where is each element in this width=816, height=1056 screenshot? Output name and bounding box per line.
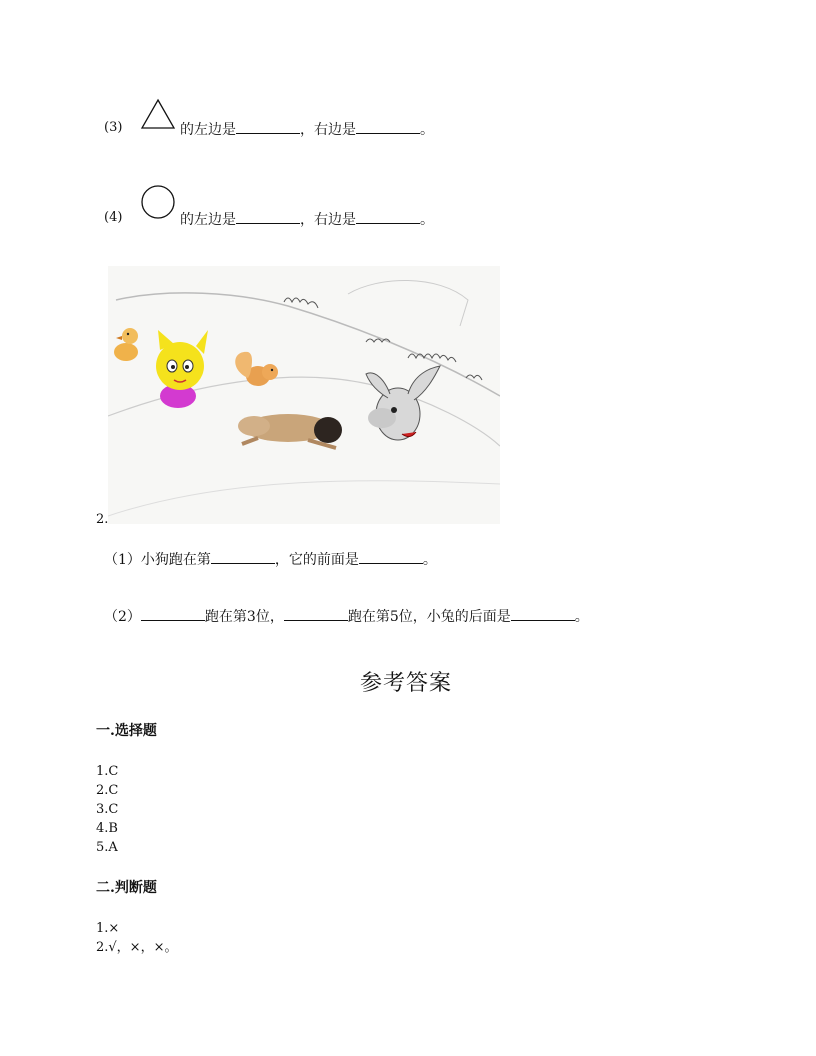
q2-2-end: 。: [574, 609, 589, 625]
q4-end: 。: [420, 212, 434, 228]
answer-blank[interactable]: [359, 549, 423, 564]
q4-text2: ，右边是: [300, 212, 356, 228]
answer-blank[interactable]: [356, 209, 420, 224]
answer-blank[interactable]: [236, 119, 300, 134]
question-2-label: 2.: [96, 512, 109, 527]
question-4-text: [180, 209, 434, 229]
answer-item: 2.C: [96, 783, 119, 798]
answer-item: 2.√，×，×。: [96, 940, 178, 955]
section2-answers: [96, 919, 177, 957]
question-2-1: [104, 549, 437, 569]
q4-text1: 的左边是: [180, 212, 236, 228]
triangle-icon: [140, 98, 176, 130]
answer-item: 1.C: [96, 764, 119, 779]
circle-icon: [140, 184, 176, 220]
question-number: （1）: [104, 552, 141, 568]
question-number: (3): [104, 120, 123, 135]
answer-blank[interactable]: [141, 606, 205, 621]
answer-item: 3.C: [96, 802, 119, 817]
answer-blank[interactable]: [211, 549, 275, 564]
q2-2-text-a: 跑在第3位，: [204, 609, 284, 625]
answer-item: 1.×: [96, 921, 120, 936]
question-4: [104, 210, 122, 225]
race-illustration: [108, 266, 500, 524]
question-number: （2）: [104, 609, 141, 625]
q2-1-end: 。: [422, 552, 437, 568]
answer-blank[interactable]: [356, 119, 420, 134]
section1-answers: [96, 762, 118, 857]
answer-blank[interactable]: [284, 606, 348, 621]
section-title: 一.选择题: [96, 723, 157, 739]
question-number: (4): [104, 210, 123, 225]
q3-text1: 的左边是: [180, 122, 236, 138]
question-3-text: [180, 119, 434, 139]
q3-end: 。: [420, 122, 434, 138]
question-2-2: [104, 606, 589, 626]
q2-2-text-b: 跑在第5位，小兔的后面是: [347, 609, 511, 625]
q2-1-text-b: ，它的前面是: [274, 552, 359, 568]
q3-text2: ，右边是: [300, 122, 356, 138]
answer-title: 参考答案: [360, 671, 453, 696]
answer-blank[interactable]: [511, 606, 575, 621]
section-title: 二.判断题: [96, 880, 157, 896]
answer-item: 4.B: [96, 821, 118, 836]
q2-1-text-a: 小狗跑在第: [140, 552, 211, 568]
question-3: [104, 120, 122, 135]
answer-blank[interactable]: [236, 209, 300, 224]
answer-item: 5.A: [96, 840, 118, 855]
